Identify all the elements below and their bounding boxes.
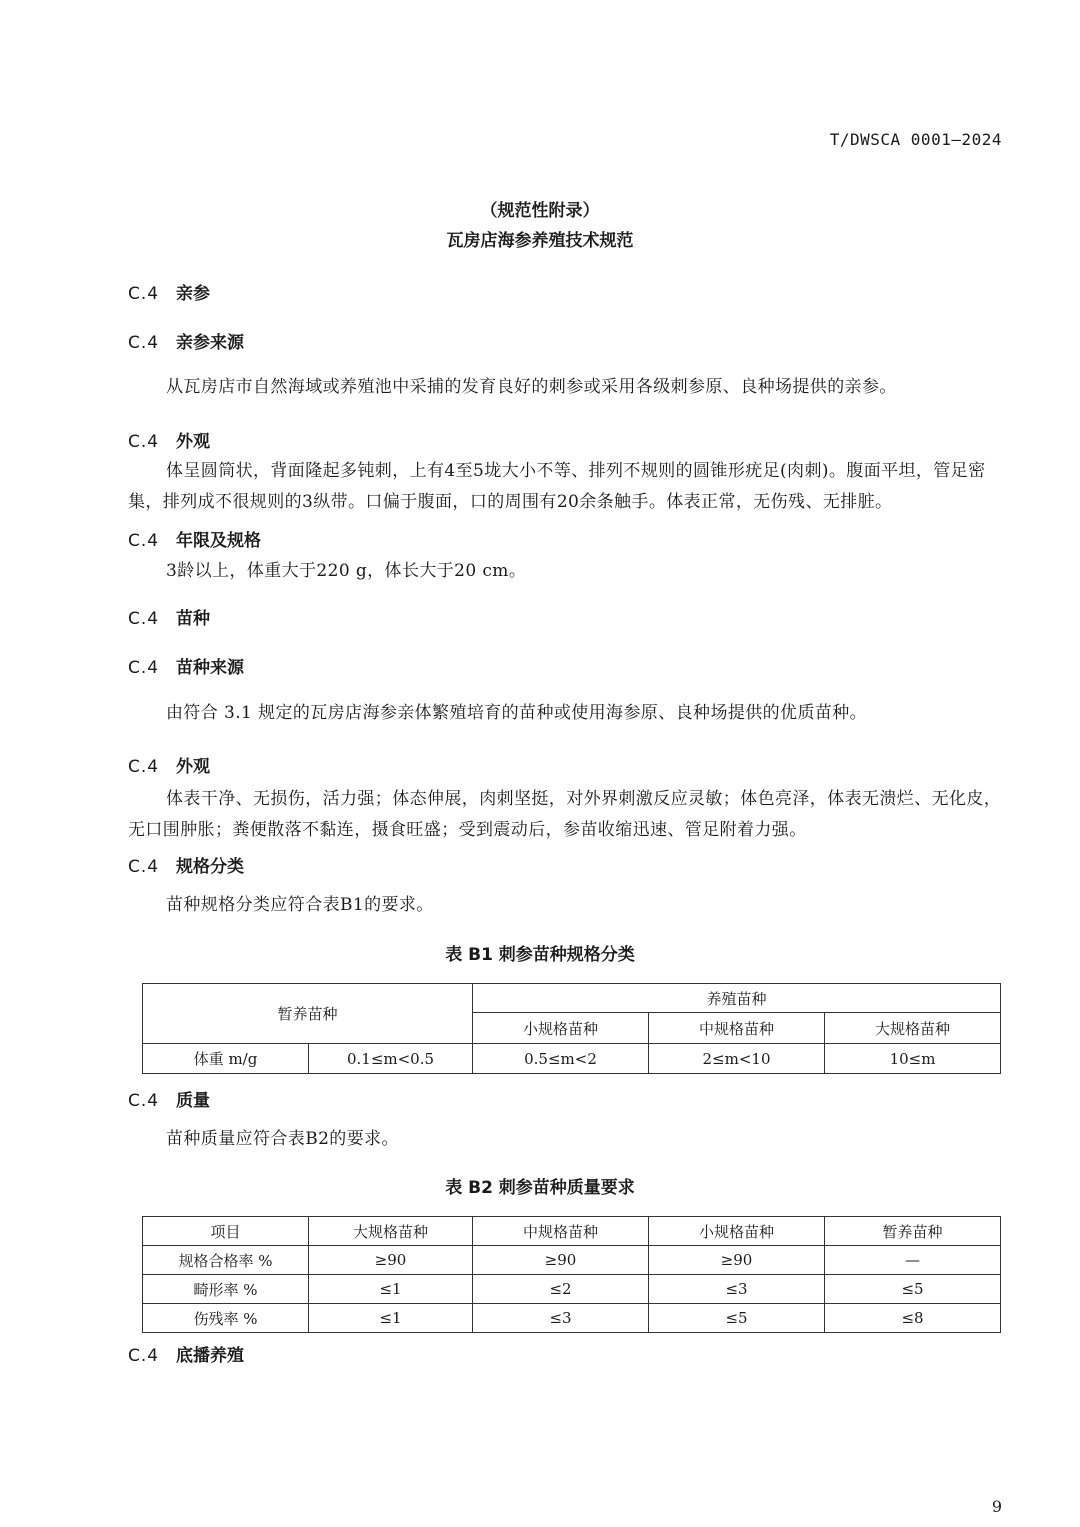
section-number: C.4 xyxy=(128,531,160,551)
section-number: C.4 xyxy=(128,857,160,877)
table-b1-cell: 0.5≤m<2 xyxy=(473,1044,649,1074)
table-b1-cell: 0.1≤m<0.5 xyxy=(309,1044,473,1074)
table-b2-cell: ≤5 xyxy=(649,1304,825,1333)
section-heading-age-spec xyxy=(128,526,261,551)
section-number: C.4 xyxy=(128,1346,160,1366)
paragraph-seedling-source: 由符合 3.1 规定的瓦房店海参亲体繁殖培育的苗种或使用海参原、良种场提供的优质苗种。 xyxy=(166,703,868,723)
section-title: 质量 xyxy=(176,1091,210,1111)
section-number: C.4 xyxy=(128,757,160,777)
section-number: C.4 xyxy=(128,609,160,629)
table-b1-row-label: 体重 m/g xyxy=(143,1044,309,1074)
paragraph-quality: 苗种质量应符合表B2的要求。 xyxy=(166,1129,399,1149)
section-title: 外观 xyxy=(176,432,210,452)
table-b2-header: 大规格苗种 xyxy=(309,1217,473,1246)
table-b2-row-label: 畸形率 % xyxy=(143,1275,309,1304)
paragraph-seedling-appearance: 体表干净、无损伤，活力强；体态伸展，肉刺坚挺，对外界刺激反应灵敏；体色亮泽，体表无溃烂、无化皮，无口围肿胀；粪便散落不黏连，摄食旺盛；受到震动后，参苗收缩迅速、管足附着力强。 xyxy=(128,789,1002,840)
section-heading-quality xyxy=(128,1086,210,1111)
section-title: 外观 xyxy=(176,757,210,777)
section-number: C.4 xyxy=(128,658,160,678)
table-b2-header: 小规格苗种 xyxy=(649,1217,825,1246)
table-row xyxy=(143,1246,1001,1275)
section-number: C.4 xyxy=(128,432,160,452)
table-b2-cell: ≤2 xyxy=(473,1275,649,1304)
table-b2-header: 暂养苗种 xyxy=(825,1217,1001,1246)
table-b1-cell: 2≤m<10 xyxy=(649,1044,825,1074)
table-b1-header-breed: 养殖苗种 xyxy=(473,984,1001,1013)
table-b2-caption: 表 B2 刺参苗种质量要求 xyxy=(445,1178,635,1198)
section-heading-seedling xyxy=(128,604,210,629)
section-title: 亲参来源 xyxy=(176,333,244,353)
annex-type-label: （规范性附录） xyxy=(480,201,600,221)
section-title: 年限及规格 xyxy=(176,531,261,551)
section-title: 底播养殖 xyxy=(176,1346,244,1366)
table-b1-subheader: 大规格苗种 xyxy=(825,1013,1001,1044)
section-number: C.4 xyxy=(128,333,160,353)
paragraph-spec-classification: 苗种规格分类应符合表B1的要求。 xyxy=(166,895,434,915)
section-heading-spec-classification xyxy=(128,852,244,877)
table-b2-row-label: 伤残率 % xyxy=(143,1304,309,1333)
section-title: 亲参 xyxy=(176,284,210,304)
section-number: C.4 xyxy=(128,1091,160,1111)
table-row xyxy=(143,1275,1001,1304)
section-number: C.4 xyxy=(128,284,160,304)
table-b2-cell: ≤1 xyxy=(309,1304,473,1333)
document-id: T/DWSCA 0001—2024 xyxy=(829,130,1002,149)
table-b2-cell: ≤3 xyxy=(473,1304,649,1333)
table-b2-cell: ≤1 xyxy=(309,1275,473,1304)
paragraph-parent-appearance: 体呈圆筒状，背面隆起多钝刺，上有4至5垅大小不等、排列不规则的圆锥形疣足(肉刺)。腹面平坦，管足密集，排列成不很规则的3纵带。口偏于腹面，口的周围有20余条触手。体表正常，无伤残、无排脏。 xyxy=(128,461,986,512)
table-b1-caption: 表 B1 刺参苗种规格分类 xyxy=(445,945,635,965)
table-row xyxy=(143,1304,1001,1333)
table-b2-cell: ≥90 xyxy=(473,1246,649,1275)
table-b2 xyxy=(142,1216,1001,1333)
table-b1-cell: 10≤m xyxy=(825,1044,1001,1074)
table-b2-cell: ≥90 xyxy=(649,1246,825,1275)
table-b1 xyxy=(142,983,1001,1074)
table-b1-subheader: 小规格苗种 xyxy=(473,1013,649,1044)
table-b2-row-label: 规格合格率 % xyxy=(143,1246,309,1275)
paragraph-parent-source: 从瓦房店市自然海域或养殖池中采捕的发育良好的刺参或采用各级刺参原、良种场提供的亲参。 xyxy=(166,377,897,397)
section-heading-parent-appearance xyxy=(128,427,210,452)
table-b1-header-temp: 暂养苗种 xyxy=(143,984,473,1044)
section-title: 苗种来源 xyxy=(176,658,244,678)
section-heading-seedling-source xyxy=(128,653,244,678)
section-heading-parent-source xyxy=(128,328,244,353)
table-b2-cell: ≤5 xyxy=(825,1275,1001,1304)
page-number: 9 xyxy=(991,1497,1002,1516)
table-b2-header: 项目 xyxy=(143,1217,309,1246)
table-b2-cell: ≤3 xyxy=(649,1275,825,1304)
table-b2-header: 中规格苗种 xyxy=(473,1217,649,1246)
table-b2-cell: ≥90 xyxy=(309,1246,473,1275)
section-title: 规格分类 xyxy=(176,857,244,877)
section-heading-parent-sea-cucumber xyxy=(128,279,210,304)
table-b2-cell: ≤8 xyxy=(825,1304,1001,1333)
section-title: 苗种 xyxy=(176,609,210,629)
annex-title: 瓦房店海参养殖技术规范 xyxy=(446,231,634,251)
table-b2-cell: — xyxy=(825,1246,1001,1275)
table-b1-subheader: 中规格苗种 xyxy=(649,1013,825,1044)
section-heading-bottom-sowing xyxy=(128,1341,244,1366)
section-heading-seedling-appearance xyxy=(128,752,210,777)
paragraph-age-spec: 3龄以上，体重大于220 g，体长大于20 cm。 xyxy=(166,561,527,581)
